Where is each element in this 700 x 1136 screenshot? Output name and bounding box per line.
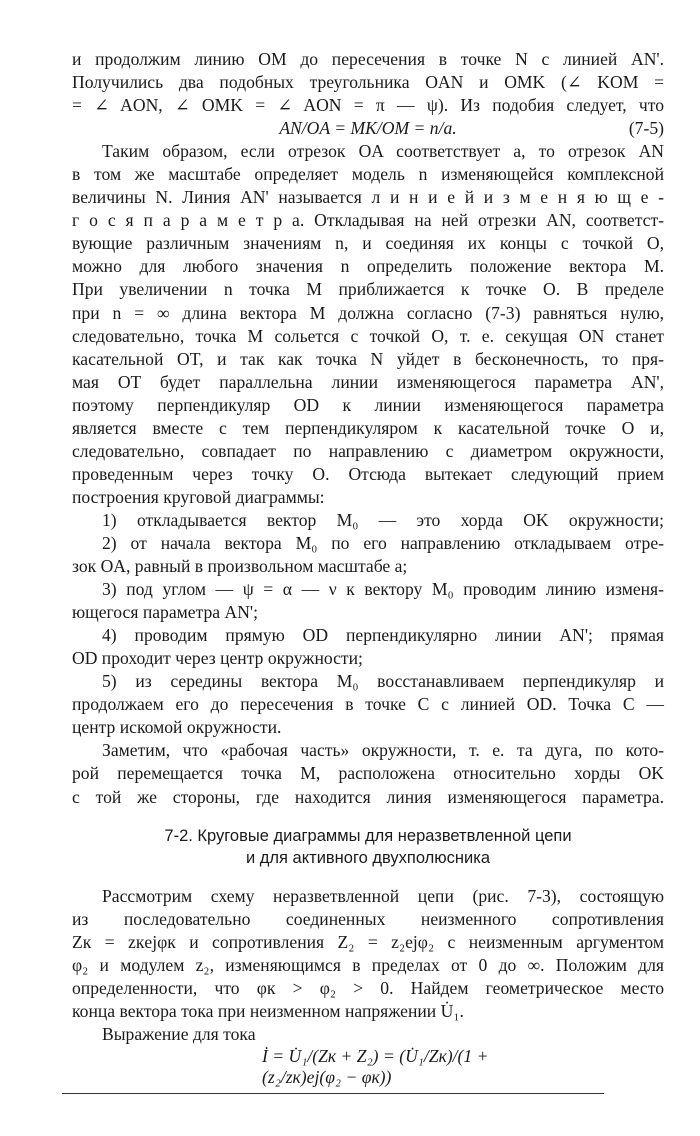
text-line: из последовательно соединенных неизменного сопротивления	[72, 908, 664, 929]
text-line: определенности, что φк > φ₂ > 0. Найдем геометрическое место	[72, 977, 664, 998]
text-line: = ∠ AON, ∠ OMK = ∠ AON = π — ψ). Из подобия следует, что	[72, 95, 664, 116]
list-item: OD проходит через центр окружности;	[72, 648, 363, 669]
list-item: зок OA, равный в произвольном масштабе a;	[72, 556, 408, 577]
text-line: При увеличении n точка M приближается к точке O. В пределе	[72, 279, 664, 300]
text-line: величины N. Линия AN' называется л и н и е й и з м е н я ю щ е -	[72, 187, 664, 208]
text-line: проведенным через точку O. Отсюда вытекает следующий прием	[72, 463, 664, 484]
text-line: следовательно, совпадает по направлению с диаметром окружности,	[72, 440, 664, 461]
text-line: г о с я п а р а м е т р а. Откладывая на ней отрезки AN, соответст-	[72, 210, 664, 231]
text-line: Выражение для тока	[102, 1023, 256, 1044]
list-item: 5) из середины вектора M₀ восстанавливаем перпендикуляр и	[102, 671, 664, 692]
text-line: и продолжим линию OM до пересечения в точке N с линией AN'.	[72, 49, 664, 69]
equation-text: AN/OA = MK/OM = n/a.	[279, 118, 457, 139]
text-line: рой перемещается точка M, расположена относительно хорды OK	[72, 763, 664, 784]
section-heading: 7-2. Круговые диаграммы для неразветвленной цепи	[164, 826, 572, 845]
formula-text: İ = U̇₁/(Zк + Z₂) = (U̇₁/Zк)/(1 + (z₂/zк)ej(φ₂ − φк))	[262, 1045, 489, 1087]
equation-7-5	[72, 117, 664, 140]
text-line: при n = ∞ длина вектора M должна согласно (7-3) равняться нулю,	[72, 302, 664, 323]
current-formula	[72, 1046, 664, 1136]
list-item: ющегося параметра AN';	[72, 602, 258, 623]
text-line: следовательно, точка M сольется с точкой O, т. е. секущая ON станет	[72, 325, 664, 346]
text-line: Zк = zкejφк и сопротивления Z₂ = z₂ejφ₂ с неизменным аргументом	[72, 931, 664, 952]
list-item: центр искомой окружности.	[72, 717, 282, 738]
list-item: продолжаем его до пересечения в точке C с линией OD. Точка C —	[72, 694, 664, 715]
text-line: Таким образом, если отрезок OA соответствует a, то отрезок AN	[102, 141, 664, 162]
list-item: 1) откладывается вектор M₀ — это хорда OK окружности;	[102, 509, 664, 530]
section-heading: и для активного двухполюсника	[245, 848, 491, 867]
text-line: является вместе с тем перпендикуляром к касательной точке O и,	[72, 417, 664, 438]
text-line: касательной OT, и так как точка N уйдет в бесконечность, то пря-	[72, 348, 664, 369]
list-item: 3) под углом — ψ = α — ν к вектору M₀ проводим линию изменя-	[102, 579, 664, 600]
text-line: поэтому перпендикуляр OD к линии изменяющегося параметра	[72, 394, 664, 415]
text-line: можно для любого значения n определить положение вектора M.	[72, 256, 664, 277]
page-edge-rule	[62, 1093, 604, 1094]
text-line: построения круговой диаграммы:	[72, 486, 325, 507]
list-item: 4) проводим прямую OD перпендикулярно линии AN'; прямая	[102, 625, 664, 646]
text-line: Получились два подобных треугольника OAN и OMK (∠ KOM =	[72, 72, 664, 93]
text-line: φ₂ и модулем z₂, изменяющимся в пределах от 0 до ∞. Положим для	[72, 954, 664, 975]
text-line: с той же стороны, где находится линия изменяющегося параметра.	[72, 786, 664, 807]
text-line: вующие различным значениям n, и соединяя их концы с точкой O,	[72, 233, 664, 254]
list-item: 2) от начала вектора M₀ по его направлению откладываем отре-	[102, 532, 664, 553]
page-body	[72, 48, 664, 1136]
text-line: конца вектора тока при неизменном напряжении U̇₁.	[72, 1000, 464, 1021]
text-line: мая OT будет параллельна линии изменяющегося параметра AN',	[72, 371, 664, 392]
text-line: Заметим, что «рабочая часть» окружности, т. е. та дуга, по кото-	[102, 740, 664, 761]
text-line: в том же масштабе определяет модель n изменяющейся комплексной	[72, 164, 664, 185]
equation-number: (7-5)	[628, 118, 664, 139]
text-line: Рассмотрим схему неразветвленной цепи (рис. 7-3), состоящую	[102, 885, 664, 906]
